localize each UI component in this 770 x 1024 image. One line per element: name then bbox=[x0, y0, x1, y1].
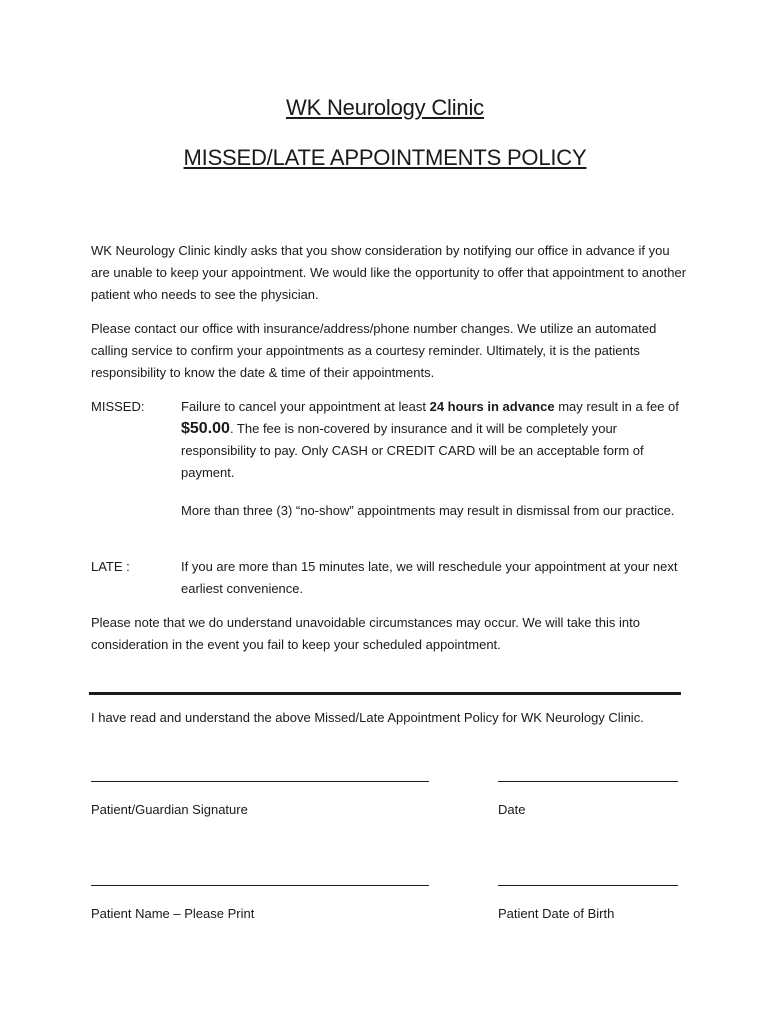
intro-paragraph-1: WK Neurology Clinic kindly asks that you show consideration by notifying our office in advance if you are unable to keep your appointment. We would like the opportunity to offer that appointment to another patient who needs to see the physician. bbox=[91, 243, 687, 302]
date-label: Date bbox=[498, 802, 526, 817]
missed-term: MISSED: bbox=[91, 399, 145, 414]
missed-definition bbox=[181, 396, 686, 484]
closing-paragraph: Please note that we do understand unavoidable circumstances may occur. We will take this into consideration in the event you fail to keep your scheduled appointment. bbox=[91, 615, 640, 652]
missed-text-after-fee: . The fee is non-covered by insurance and it will be completely your responsibility to pay. Only CASH or CREDIT CARD will be an acceptable form of payment. bbox=[181, 421, 644, 480]
missed-text-before-bold: Failure to cancel your appointment at least bbox=[181, 399, 430, 414]
patient-name-line[interactable] bbox=[91, 885, 429, 886]
date-of-birth-label: Patient Date of Birth bbox=[498, 906, 615, 921]
late-definition: If you are more than 15 minutes late, we will reschedule your appointment at your next earliest convenience. bbox=[181, 559, 678, 596]
date-line[interactable] bbox=[498, 781, 678, 782]
no-show-dismissal-text: More than three (3) “no-show” appointments may result in dismissal from our practice. bbox=[181, 503, 675, 518]
policy-title-heading: MISSED/LATE APPOINTMENTS POLICY bbox=[183, 145, 587, 170]
section-divider bbox=[89, 692, 681, 695]
signature-label: Patient/Guardian Signature bbox=[91, 802, 248, 817]
late-term: LATE : bbox=[91, 559, 130, 574]
acknowledgement-statement: I have read and understand the above Missed/Late Appointment Policy for WK Neurology Clinic. bbox=[91, 710, 644, 725]
clinic-name-heading: WK Neurology Clinic bbox=[286, 95, 484, 120]
patient-name-label: Patient Name – Please Print bbox=[91, 906, 255, 921]
advance-notice-bold: 24 hours in advance bbox=[429, 399, 555, 414]
signature-line[interactable] bbox=[91, 781, 429, 782]
missed-fee-amount: $50.00 bbox=[181, 420, 230, 437]
intro-paragraph-2: Please contact our office with insurance/address/phone number changes. We utilize an automated calling service to confirm your appointments as a courtesy reminder. Ultimately, it is the patients responsibility to know the date & time of their appointments. bbox=[91, 321, 657, 380]
date-of-birth-line[interactable] bbox=[498, 885, 678, 886]
missed-text-after-bold: may result in a fee of bbox=[554, 399, 679, 414]
